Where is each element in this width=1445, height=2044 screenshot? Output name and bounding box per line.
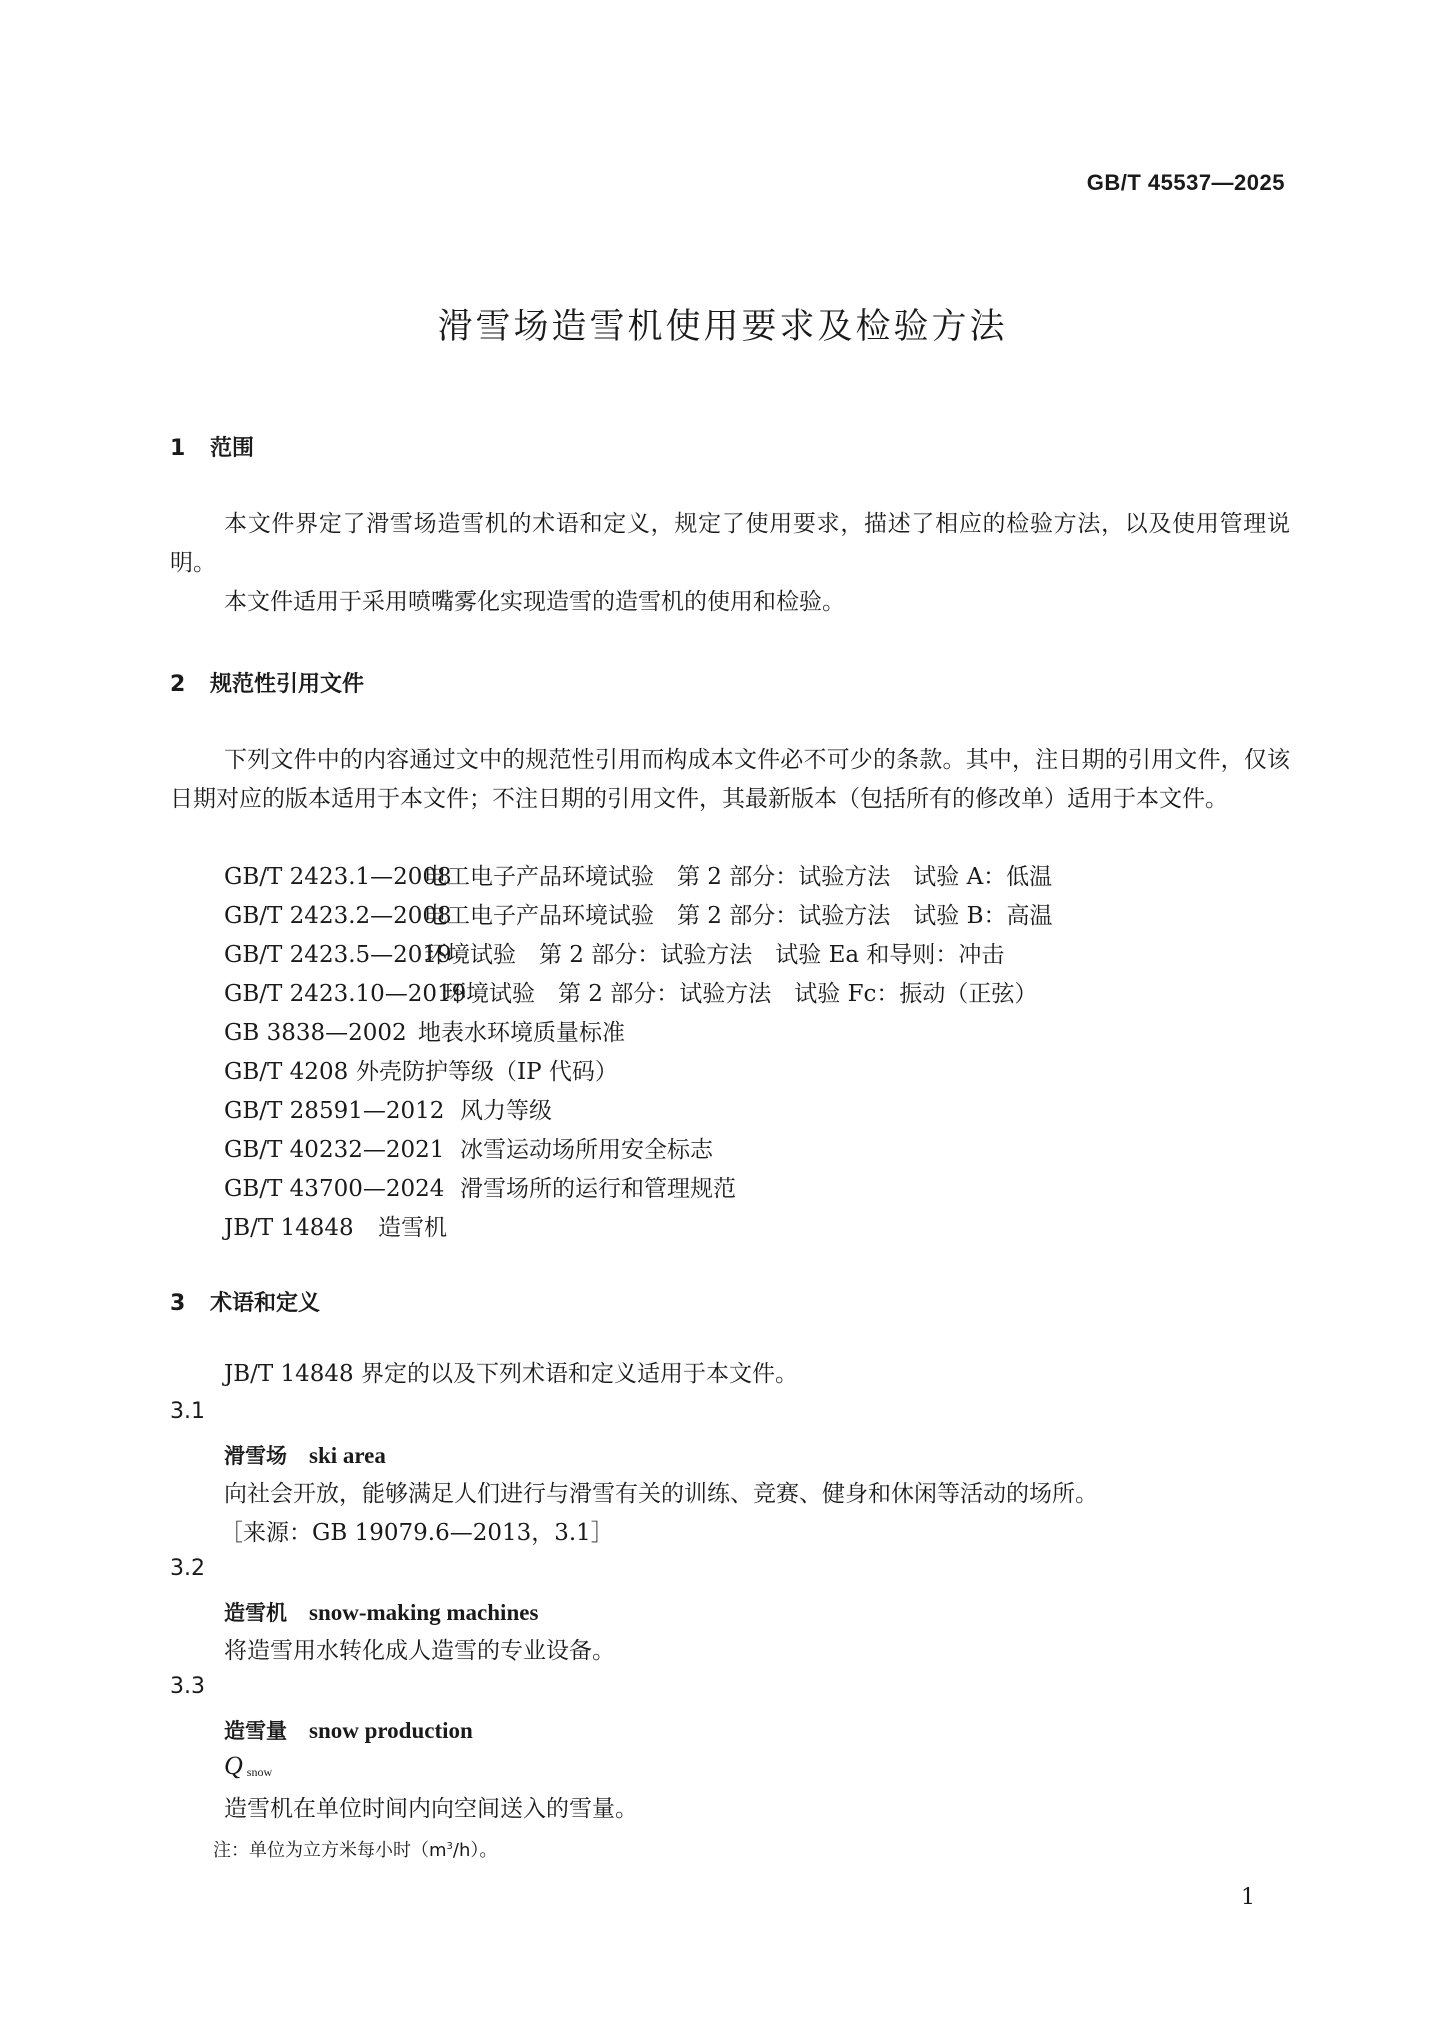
reference-title: 环境试验 第 2 部分：试验方法 试验 Ea 和导则：冲击 (424, 942, 1005, 968)
reference-item (224, 1053, 618, 1092)
term-english: ski area (309, 1443, 386, 1468)
reference-item (224, 897, 1052, 936)
reference-code: GB/T 43700—2024 (224, 1176, 445, 1202)
term-heading (224, 1711, 473, 1751)
terms-intro: JB/T 14848 界定的以及下列术语和定义适用于本文件。 (224, 1361, 799, 1387)
reference-code: GB/T 2423.1—2008 (224, 864, 452, 890)
reference-title: 冰雪运动场所用安全标志 (460, 1137, 713, 1163)
reference-item (224, 936, 1004, 975)
term-heading (224, 1593, 538, 1633)
reference-title: 地表水环境质量标准 (418, 1020, 625, 1046)
term-heading (224, 1436, 386, 1476)
term-number: 3.2 (170, 1556, 205, 1581)
section-title: 范围 (210, 436, 255, 461)
reference-code: GB 3838—2002 (224, 1020, 407, 1046)
section-title: 术语和定义 (210, 1291, 321, 1316)
term-note (213, 1836, 497, 1862)
term-chinese: 滑雪场 (224, 1444, 287, 1468)
reference-title: 电工电子产品环境试验 第 2 部分：试验方法 试验 B：高温 (424, 903, 1053, 929)
term-number: 3.1 (170, 1399, 205, 1424)
note-text: 注：单位为立方米每小时（m (213, 1840, 447, 1861)
reference-title: 造雪机 (378, 1215, 447, 1241)
term-definition: 将造雪用水转化成人造雪的专业设备。 (224, 1638, 615, 1664)
reference-title: 滑雪场所的运行和管理规范 (460, 1176, 736, 1202)
term-chinese: 造雪量 (224, 1719, 287, 1743)
section-2-heading (170, 667, 364, 698)
term-english: snow production (309, 1718, 473, 1743)
note-superscript: 3 (446, 1841, 453, 1852)
reference-title: 风力等级 (460, 1098, 552, 1124)
term-definition: 造雪机在单位时间内向空间送入的雪量。 (224, 1796, 638, 1822)
section-3-heading (170, 1286, 320, 1317)
scope-paragraph-2: 本文件适用于采用喷嘴雾化实现造雪的造雪机的使用和检验。 (224, 589, 845, 615)
reference-code: GB/T 40232—2021 (224, 1137, 445, 1163)
reference-code: GB/T 2423.2—2008 (224, 903, 452, 929)
reference-item (224, 1092, 552, 1131)
reference-title: 电工电子产品环境试验 第 2 部分：试验方法 试验 A：低温 (424, 864, 1053, 890)
standard-code: GB/T 45537—2025 (1086, 170, 1285, 195)
reference-title: 环境试验 第 2 部分：试验方法 试验 Fc：振动（正弦） (443, 981, 1038, 1007)
reference-code: JB/T 14848 (224, 1215, 354, 1241)
term-symbol (224, 1751, 272, 1781)
term-definition: 向社会开放，能够满足人们进行与滑雪有关的训练、竞赛、健身和休闲等活动的场所。 (224, 1481, 1098, 1507)
reference-title: 外壳防护等级（IP 代码） (356, 1059, 618, 1085)
reference-code: GB/T 4208 (224, 1059, 349, 1085)
section-number: 2 (170, 672, 186, 697)
scope-paragraph-1: 本文件界定了滑雪场造雪机的术语和定义，规定了使用要求，描述了相应的检验方法，以及使用管理说明。 (170, 511, 1290, 576)
reference-item (224, 858, 1052, 897)
section-1-heading (170, 431, 254, 462)
references-intro: 下列文件中的内容通过文中的规范性引用而构成本文件必不可少的条款。其中，注日期的引用文件，仅该日期对应的版本适用于本文件；不注日期的引用文件，其最新版本（包括所有的修改单）适用于本文件。 (170, 747, 1290, 812)
reference-item (224, 1209, 447, 1248)
section-number: 1 (170, 436, 186, 461)
reference-code: GB/T 28591—2012 (224, 1098, 445, 1124)
reference-item (224, 1131, 713, 1170)
term-chinese: 造雪机 (224, 1601, 287, 1625)
section-title: 规范性引用文件 (210, 672, 365, 697)
symbol-letter: Q (224, 1751, 243, 1780)
term-number: 3.3 (170, 1674, 205, 1699)
document-title: 滑雪场造雪机使用要求及检验方法 (437, 307, 1008, 347)
reference-code: GB/T 2423.5—2019 (224, 942, 452, 968)
reference-item (224, 1170, 736, 1209)
term-source: ［来源：GB 19079.6—2013，3.1］ (220, 1520, 614, 1546)
reference-code: GB/T 2423.10—2019 (224, 981, 467, 1007)
term-english: snow-making machines (309, 1600, 539, 1625)
section-number: 3 (170, 1291, 186, 1316)
page-number: 1 (1241, 1885, 1255, 1910)
reference-item (224, 975, 1037, 1014)
symbol-subscript: snow (246, 1765, 273, 1779)
note-text-end: /h）。 (452, 1840, 498, 1861)
reference-item (224, 1014, 625, 1053)
